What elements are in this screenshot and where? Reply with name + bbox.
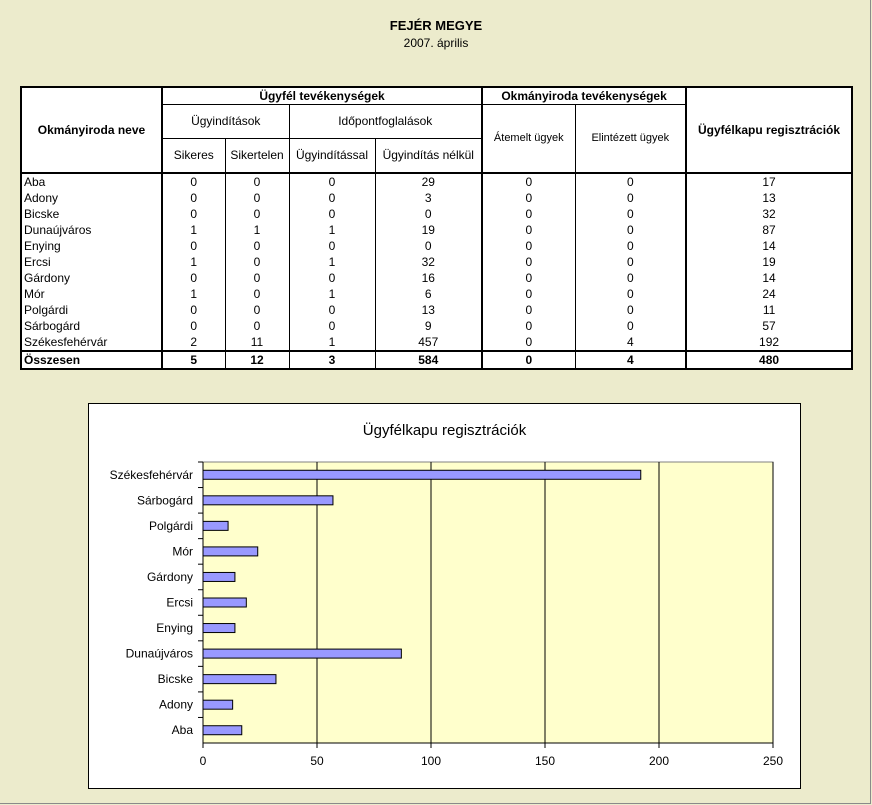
- header-transferred-cases: Átemelt ügyek: [482, 105, 575, 174]
- value-cell: 9: [375, 318, 482, 334]
- value-cell: 0: [162, 302, 225, 318]
- value-cell: 0: [482, 190, 575, 206]
- value-cell: 29: [375, 173, 482, 190]
- value-cell: 0: [482, 302, 575, 318]
- office-name-cell: Ercsi: [21, 254, 162, 270]
- page-subtitle: 2007. április: [403, 36, 469, 50]
- value-cell: 1: [289, 334, 375, 351]
- value-cell: 11: [225, 334, 289, 351]
- value-cell: 0: [162, 238, 225, 254]
- total-value-cell: 0: [482, 351, 575, 369]
- value-cell: 0: [225, 238, 289, 254]
- category-label: Polgárdi: [148, 518, 193, 533]
- bar: [203, 572, 235, 581]
- x-tick-label: 0: [199, 754, 207, 768]
- value-cell: 0: [575, 302, 686, 318]
- header-handled-cases: Elintézett ügyek: [575, 105, 686, 174]
- bar: [203, 496, 333, 505]
- office-name-cell: Dunaújváros: [21, 222, 162, 238]
- table-row: [21, 238, 852, 254]
- total-value-cell: 480: [686, 351, 852, 369]
- value-cell: 87: [686, 222, 852, 238]
- value-cell: 0: [575, 254, 686, 270]
- category-label: Dunaújváros: [125, 646, 193, 661]
- value-cell: 0: [289, 302, 375, 318]
- value-cell: 0: [482, 222, 575, 238]
- table-row: [21, 206, 852, 222]
- header-appointments: Időpontfoglalások: [289, 105, 482, 139]
- header-unsuccessful: Sikertelen: [225, 139, 289, 174]
- office-name-cell: Székesfehérvár: [21, 334, 162, 351]
- category-label: Székesfehérvár: [109, 467, 193, 482]
- value-cell: 0: [289, 190, 375, 206]
- value-cell: 0: [482, 254, 575, 270]
- category-label: Enying: [156, 621, 193, 636]
- header-office-activities: Okmányiroda tevékenységek: [482, 87, 686, 105]
- office-name-cell: Enying: [21, 238, 162, 254]
- bar: [203, 547, 258, 556]
- chart-title: Ügyfélkapu regisztrációk: [362, 422, 527, 439]
- table-row: [21, 334, 852, 351]
- header-without-initiation: Ügyindítás nélkül: [375, 139, 482, 174]
- category-label: Bicske: [157, 672, 193, 687]
- value-cell: 16: [375, 270, 482, 286]
- office-name-cell: Adony: [21, 190, 162, 206]
- bar: [203, 675, 276, 684]
- value-cell: 0: [225, 206, 289, 222]
- value-cell: 0: [162, 190, 225, 206]
- page-title: FEJÉR MEGYE: [389, 18, 483, 33]
- total-value-cell: 584: [375, 351, 482, 369]
- table-row: [21, 173, 852, 190]
- category-label: Aba: [171, 723, 193, 738]
- header-client-activities: Ügyfél tevékenységek: [162, 87, 482, 105]
- category-label: Mór: [172, 544, 193, 559]
- value-cell: 0: [289, 238, 375, 254]
- value-cell: 0: [289, 270, 375, 286]
- value-cell: 0: [482, 173, 575, 190]
- value-cell: 19: [375, 222, 482, 238]
- value-cell: 0: [575, 206, 686, 222]
- value-cell: 0: [575, 190, 686, 206]
- x-tick-label: 150: [534, 754, 556, 768]
- value-cell: 0: [289, 173, 375, 190]
- bar: [203, 521, 228, 530]
- office-name-cell: Polgárdi: [21, 302, 162, 318]
- table-row: [21, 190, 852, 206]
- value-cell: 0: [482, 206, 575, 222]
- value-cell: 11: [686, 302, 852, 318]
- table-row: [21, 302, 852, 318]
- value-cell: 0: [482, 286, 575, 302]
- total-value-cell: 3: [289, 351, 375, 369]
- header-office-name: Okmányiroda neve: [21, 87, 162, 173]
- header-client-gateway: Ügyfélkapu regisztrációk: [686, 87, 852, 173]
- total-value-cell: 5: [162, 351, 225, 369]
- bar: [203, 624, 235, 633]
- value-cell: 0: [162, 318, 225, 334]
- category-label: Gárdony: [146, 569, 193, 584]
- value-cell: 0: [225, 270, 289, 286]
- chart-container: [88, 403, 801, 789]
- value-cell: 0: [575, 173, 686, 190]
- value-cell: 14: [686, 238, 852, 254]
- value-cell: 1: [289, 254, 375, 270]
- x-tick-label: 250: [762, 754, 784, 768]
- office-name-cell: Sárbogárd: [21, 318, 162, 334]
- value-cell: 24: [686, 286, 852, 302]
- value-cell: 6: [375, 286, 482, 302]
- office-name-cell: Bicske: [21, 206, 162, 222]
- value-cell: 14: [686, 270, 852, 286]
- table-row: [21, 222, 852, 238]
- value-cell: 0: [575, 286, 686, 302]
- value-cell: 2: [162, 334, 225, 351]
- value-cell: 0: [575, 238, 686, 254]
- category-label: Sárbogárd: [136, 493, 193, 508]
- value-cell: 0: [482, 334, 575, 351]
- value-cell: 1: [162, 222, 225, 238]
- header-successful: Sikeres: [162, 139, 225, 174]
- table-row: [21, 286, 852, 302]
- value-cell: 457: [375, 334, 482, 351]
- x-tick-label: 100: [420, 754, 442, 768]
- value-cell: 0: [162, 270, 225, 286]
- bar: [203, 700, 233, 709]
- table-row: [21, 270, 852, 286]
- value-cell: 0: [575, 270, 686, 286]
- category-label: Adony: [158, 697, 193, 712]
- value-cell: 0: [225, 302, 289, 318]
- bar: [203, 726, 242, 735]
- value-cell: 192: [686, 334, 852, 351]
- value-cell: 32: [686, 206, 852, 222]
- value-cell: 0: [375, 206, 482, 222]
- table-row: [21, 254, 852, 270]
- table-total-row: [21, 351, 852, 369]
- value-cell: 0: [482, 238, 575, 254]
- bar: [203, 470, 641, 479]
- value-cell: 13: [686, 190, 852, 206]
- value-cell: 0: [575, 222, 686, 238]
- value-cell: 0: [225, 318, 289, 334]
- value-cell: 0: [225, 190, 289, 206]
- value-cell: 0: [162, 173, 225, 190]
- value-cell: 1: [162, 286, 225, 302]
- value-cell: 0: [225, 254, 289, 270]
- bar-chart: [89, 404, 800, 788]
- total-value-cell: 12: [225, 351, 289, 369]
- value-cell: 32: [375, 254, 482, 270]
- office-name-cell: Aba: [21, 173, 162, 190]
- value-cell: 17: [686, 173, 852, 190]
- x-tick-label: 50: [310, 754, 324, 768]
- table-row: [21, 318, 852, 334]
- category-label: Ercsi: [166, 595, 193, 610]
- x-tick-label: 200: [648, 754, 670, 768]
- value-cell: 1: [289, 286, 375, 302]
- value-cell: 1: [162, 254, 225, 270]
- total-value-cell: 4: [575, 351, 686, 369]
- office-name-cell: Gárdony: [21, 270, 162, 286]
- value-cell: 1: [225, 222, 289, 238]
- value-cell: 3: [375, 190, 482, 206]
- value-cell: 0: [375, 238, 482, 254]
- office-name-cell: Mór: [21, 286, 162, 302]
- value-cell: 0: [575, 318, 686, 334]
- value-cell: 13: [375, 302, 482, 318]
- value-cell: 0: [225, 173, 289, 190]
- value-cell: 0: [289, 206, 375, 222]
- value-cell: 0: [482, 270, 575, 286]
- total-label: Összesen: [21, 351, 162, 369]
- bar: [203, 649, 401, 658]
- value-cell: 0: [225, 286, 289, 302]
- value-cell: 19: [686, 254, 852, 270]
- value-cell: 0: [162, 206, 225, 222]
- value-cell: 4: [575, 334, 686, 351]
- header-with-initiation: Ügyindítással: [289, 139, 375, 174]
- header-case-initiations: Ügyindítások: [162, 105, 289, 139]
- value-cell: 1: [289, 222, 375, 238]
- statistics-table: [20, 86, 853, 370]
- value-cell: 0: [482, 318, 575, 334]
- value-cell: 57: [686, 318, 852, 334]
- bar: [203, 598, 246, 607]
- value-cell: 0: [289, 318, 375, 334]
